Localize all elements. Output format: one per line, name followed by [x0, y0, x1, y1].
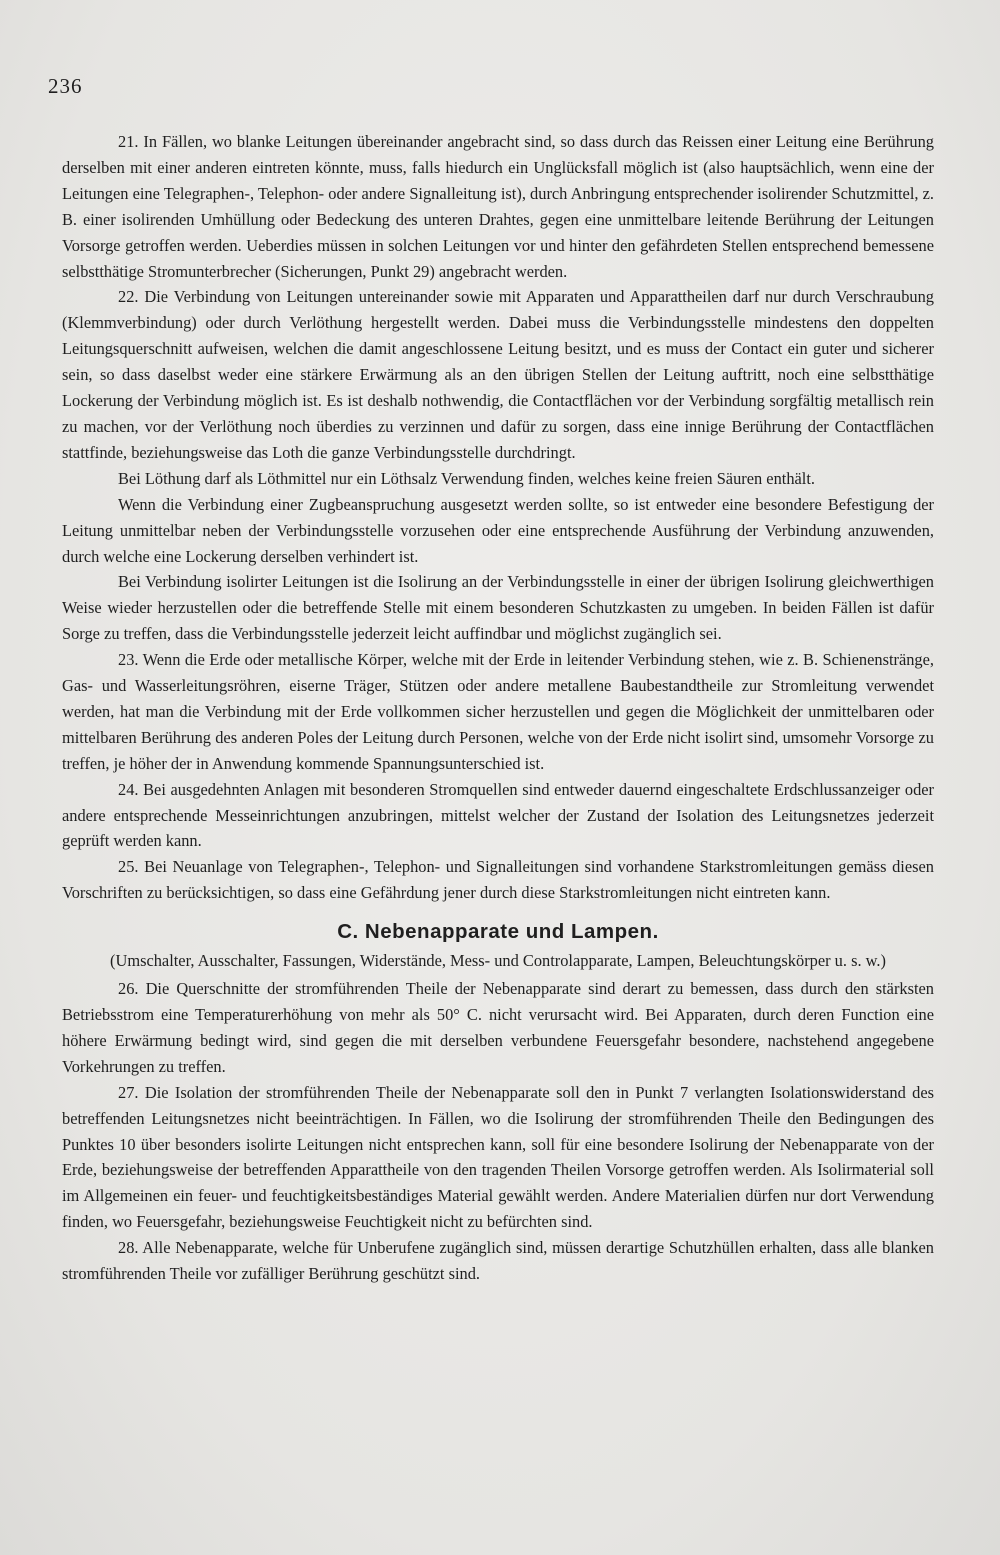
paragraph-21: 21. In Fällen, wo blanke Leitungen übereinander angebracht sind, so dass durch das Reissen einer Leitung eine Berührung derselben mit einer anderen eintreten könnte, muss, falls hiedurch ein Unglücksfall möglich ist (also hauptsächlich, wenn eine der Leitungen eine Telegraphen-, Telephon- oder andere Signalleitung ist), durch Anbringung entsprechender isolirender Schutzmittel, z. B. einer isolirenden Umhüllung oder Bedeckung des unteren Drahtes, gegen eine unmittelbare leitende Berührung der Leitungen Vorsorge getroffen werden. Ueberdies müssen in solchen Leitungen vor und hinter den gefährdeten Stellen entsprechend bemessene selbstthätige Stromunterbrecher (Sicherungen, Punkt 29) angebracht werden. — [62, 132, 934, 281]
paragraph-24: 24. Bei ausgedehnten Anlagen mit besonderen Stromquellen sind entweder dauernd eingeschaltete Erdschlussanzeiger oder andere entsprechende Messeinrichtungen anzubringen, mittelst welcher der Zustand der Isolation des Leitungsnetzes jederzeit geprüft werden kann. — [62, 779, 934, 851]
paragraph-25: 25. Bei Neuanlage von Telegraphen-, Telephon- und Signalleitungen sind vorhandene Starkstromleitungen gemäss diesen Vorschriften zu berücksichtigen, so dass eine Gefährdung jener durch diese Starkstromleitungen nicht eintreten kann. — [62, 857, 934, 903]
page-number: 236 — [48, 74, 83, 98]
paragraph-27: 27. Die Isolation der stromführenden Theile der Nebenapparate soll den in Punkt 7 verlangten Isolationswiderstand des betreffenden Leitungsnetzes nicht beeinträchtigen. In Fällen, wo die Isolirung der stromführenden Theile den Bedingungen des Punktes 10 über besonders isolirte Leitungen nicht entsprechen kann, soll für eine besondere Isolirung der Nebenapparate von der Erde, beziehungsweise der betreffenden Apparattheile von den tragenden Theilen Vorsorge getroffen werden. Als Isolirmaterial soll im Allgemeinen ein feuer- und feuchtigkeitsbeständiges Material gewählt werden. Andere Materialien dürfen nur dort Verwendung finden, wo Feuersgefahr, beziehungsweise Feuchtigkeit nicht zu befürchten sind. — [62, 1082, 934, 1232]
document-body — [62, 129, 934, 1287]
paragraph-22-isolirung: Bei Verbindung isolirter Leitungen ist die Isolirung an der Verbindungsstelle in einer der übrigen Isolirung gleichwerthigen Weise wieder herzustellen oder die betreffende Stelle mit einem besonderen Schutzkasten zu umgeben. In beiden Fällen ist dafür Sorge zu treffen, dass die Verbindungsstelle jederzeit leicht auffindbar und möglichst zugänglich sei. — [62, 572, 934, 644]
paragraph-26: 26. Die Querschnitte der stromführenden Theile der Nebenapparate sind derart zu bemessen, dass durch den stärksten Betriebsstrom eine Temperaturerhöhung von mehr als 50° C. nicht verursacht wird. Bei Apparaten, durch deren Function eine höhere Erwärmung bedingt wird, sind gegen die mit derselben verbundene Feuersgefahr besondere, nachstehend angegebene Vorkehrungen zu treffen. — [62, 979, 934, 1076]
section-subtitle: (Umschalter, Ausschalter, Fassungen, Widerstände, Mess- und Controlapparate, Lampen, Beleuchtungskörper u. s. w.) — [110, 951, 886, 971]
paragraph-22-loethung: Bei Löthung darf als Löthmittel nur ein Löthsalz Verwendung finden, welches keine freien Säuren enthält. — [118, 468, 816, 488]
paragraph-23: 23. Wenn die Erde oder metallische Körper, welche mit der Erde in leitender Verbindung stehen, wie z. B. Schienenstränge, Gas- und Wasserleitungsröhren, eiserne Träger, Stützen oder andere metallene Baubestandtheile zur Stromleitung verwendet werden, hat man die Verbindung mit der Erde vollkommen sicher herzustellen und gegen die Möglichkeit der unmittelbaren oder mittelbaren Berührung des anderen Poles der Leitung durch Personen, welche von der Erde nicht isolirt sind, umsomehr Vorsorge zu treffen, je höher der in Anwendung kommende Spannungsunterschied ist. — [62, 650, 934, 773]
paragraph-22: 22. Die Verbindung von Leitungen untereinander sowie mit Apparaten und Apparattheilen darf nur durch Verschraubung (Klemmverbindung) oder durch Verlöthung hergestellt werden. Dabei muss die Verbindungsstelle mindestens den doppelten Leitungsquerschnitt aufweisen, welchen die damit angeschlossene Leitung besitzt, und es muss der Contact ein guter und sicherer sein, so dass daselbst weder eine stärkere Erwärmung als an den übrigen Stellen der Leitung auftritt, noch eine selbstthätige Lockerung der Verbindung möglich ist. Es ist deshalb nothwendig, die Contactflächen vor der Verbindung sorgfältig metallisch rein zu machen, vor der Verlöthung noch überdies zu verzinnen und dafür zu sorgen, dass eine innige Berührung der Contactflächen stattfinde, beziehungsweise das Loth die ganze Verbindungsstelle durchdringt. — [62, 287, 934, 462]
section-heading: C. Nebenapparate und Lampen. — [337, 920, 659, 944]
paragraph-22-zugbeanspruchung: Wenn die Verbindung einer Zugbeanspruchung ausgesetzt werden sollte, so ist entweder eine besondere Befestigung der Leitung unmittelbar neben der Verbindungsstelle vorzusehen oder eine entsprechende Ausführung der Verbindung anzuwenden, durch welche eine Lockerung derselben verhindert ist. — [62, 494, 934, 566]
paragraph-28: 28. Alle Nebenapparate, welche für Unberufene zugänglich sind, müssen derartige Schutzhüllen erhalten, dass alle blanken stromführenden Theile vor zufälliger Berührung geschützt sind. — [62, 1238, 934, 1284]
